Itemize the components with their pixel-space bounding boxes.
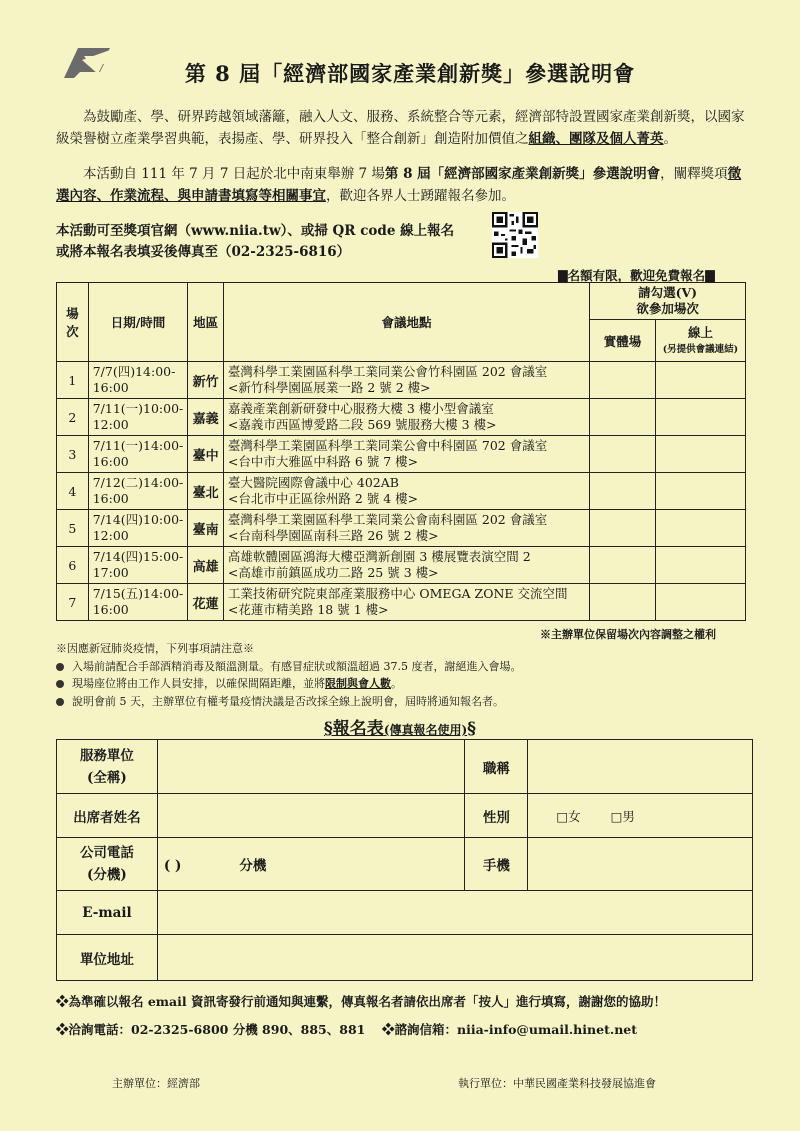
unit-input[interactable] [157, 740, 465, 794]
unit-label: 服務單位 (全稱) [57, 740, 158, 794]
covid-item: 說明會前 5 天，主辦單位有權考量疫情決議是否改採全線上說明會，屆時將通知報名者。 [56, 693, 521, 711]
header-region: 地區 [188, 283, 224, 362]
intro-paragraph-2: 本活動自 111 年 7 月 7 日起於北中南東舉辦 7 場第 8 屆「經濟部國家產業創新獎」參選說明會，闡釋獎項徵選內容、作業流程、與申請書填寫等相關事宜，歡迎各界人士踴躍報名參加。 [56, 166, 742, 204]
online-checkbox[interactable] [655, 436, 745, 473]
online-checkbox[interactable] [655, 584, 745, 621]
mobile-input[interactable] [528, 838, 753, 891]
contact-email: ❖諮詢信箱：niia-info@umail.hinet.net [382, 1022, 638, 1037]
position-input[interactable] [528, 740, 753, 794]
phone-input[interactable]: ( ) 分機 [157, 838, 465, 891]
onsite-checkbox[interactable] [590, 473, 656, 510]
contact-phone: ❖洽詢電話：02-2325-6800 分機 890、885、881 [56, 1022, 366, 1037]
table-row: 2 7/11(一)10:00- 12:00 嘉義 嘉義產業創新研發中心服務大樓 3 樓小型會議室 <嘉義市西區博愛路二段 569 號服務大樓 3 樓> [57, 399, 746, 436]
fax-notice: ❖為準確以報名 email 資訊寄發行前通知與連繫，傳真報名者請依出席者「按人」進行填寫，謝謝您的協助！ [56, 994, 666, 1009]
onsite-checkbox[interactable] [590, 399, 656, 436]
onsite-checkbox[interactable] [590, 584, 656, 621]
name-label: 出席者姓名 [57, 794, 158, 838]
online-checkbox[interactable] [655, 473, 745, 510]
email-input[interactable] [157, 891, 752, 935]
onsite-checkbox[interactable] [590, 436, 656, 473]
header-session: 場次 [57, 283, 89, 362]
covid-item: 入場前請配合手部酒精消毒及額溫測量。有感冒症狀或額溫超過 37.5 度者，謝絕進入會場。 [56, 658, 521, 676]
covid-title: ※因應新冠肺炎疫情，下列事項請注意※ [56, 642, 254, 655]
address-input[interactable] [157, 935, 752, 981]
form-title: §報名表(傳真報名使用)§ [323, 719, 477, 739]
position-label: 職稱 [465, 740, 528, 794]
page-title: 第 8 屆「經濟部國家產業創新獎」參選說明會 [184, 61, 636, 86]
online-checkbox[interactable] [655, 547, 745, 584]
schedule-note: ※主辦單位保留場次內容調整之權利 [540, 628, 716, 641]
header-venue: 會議地點 [223, 283, 589, 362]
header-online: 線上 (另提供會議連結) [655, 320, 745, 362]
email-label: E-mail [57, 891, 158, 935]
table-row: 7 7/15(五)14:00- 16:00 花蓮 工業技術研究院東部產業服務中心 OMEGA ZONE 交流空間 <花蓮市精美路 18 號 1 樓> [57, 584, 746, 621]
address-label: 單位地址 [57, 935, 158, 981]
phone-label: 公司電話 (分機) [57, 838, 158, 891]
limited-seats-banner: ▇名額有限，歡迎免費報名▇ [558, 268, 715, 283]
covid-item: 現場座位將由工作人員安排，以確保間隔距離，並將限制與會人數。 [56, 675, 521, 693]
header-datetime: 日期/時間 [88, 283, 188, 362]
table-row: 1 7/7(四)14:00- 16:00 新竹 臺灣科學工業園區科學工業同業公會竹科園區 202 會議室 <新竹科學園區展業一路 2 號 2 樓> [57, 362, 746, 399]
schedule-table [56, 282, 746, 621]
bullet-icon [56, 698, 64, 706]
intro-paragraph-1: 為鼓勵產、學、研界跨越領域藩籬，融入人文、服務、系統整合等元素，經濟部特設置國家產業創新獎，以國家級榮譽樹立產業學習典範，表揚產、學、研界投入「整合創新」創造附加價值之組織、團隊及個人菁英。 [56, 109, 745, 147]
table-row: 6 7/14(四)15:00- 17:00 高雄 高雄軟體園區鴻海大樓亞灣新創園 3 樓展覽表演空間 2 <高雄市前鎮區成功二路 25 號 3 樓> [57, 547, 746, 584]
covid-notice [56, 640, 521, 710]
table-row: 5 7/14(四)10:00- 12:00 臺南 臺灣科學工業園區科學工業同業公會南科園區 202 會議室 <台南科學園區南科三路 26 號 2 樓> [57, 510, 746, 547]
bullet-icon [56, 663, 64, 671]
table-row: 3 7/11(一)14:00- 16:00 臺中 臺灣科學工業園區科學工業同業公會中科園區 702 會議室 <台中市大雅區中科路 6 號 7 樓> [57, 436, 746, 473]
registration-line-1: 本活動可至獎項官網（www.niia.tw）、或掃 QR code 線上報名 [56, 223, 455, 239]
gender-options [528, 794, 753, 838]
bullet-icon [56, 680, 64, 688]
registration-form [56, 739, 753, 981]
male-checkbox[interactable]: □男 [610, 808, 635, 824]
onsite-checkbox[interactable] [590, 362, 656, 399]
female-checkbox[interactable]: □女 [556, 808, 581, 824]
online-checkbox[interactable] [655, 510, 745, 547]
online-checkbox[interactable] [655, 399, 745, 436]
header-onsite: 實體場 [590, 320, 656, 362]
executor: 執行單位：中華民國產業科技發展協進會 [458, 1077, 656, 1090]
header-check: 請勾選(V) 欲參加場次 [590, 283, 746, 320]
online-checkbox[interactable] [655, 362, 745, 399]
table-row: 4 7/12(二)14:00- 16:00 臺北 臺大醫院國際會議中心 402AB <台北市中正區徐州路 2 號 4 樓> [57, 473, 746, 510]
organizer: 主辦單位：經濟部 [112, 1077, 200, 1090]
onsite-checkbox[interactable] [590, 510, 656, 547]
mobile-label: 手機 [465, 838, 528, 891]
registration-line-2: 或將本報名表填妥後傳真至（02-2325-6816） [56, 244, 351, 260]
qr-code-icon[interactable] [492, 212, 538, 258]
gender-label: 性別 [465, 794, 528, 838]
onsite-checkbox[interactable] [590, 547, 656, 584]
name-input[interactable] [157, 794, 465, 838]
